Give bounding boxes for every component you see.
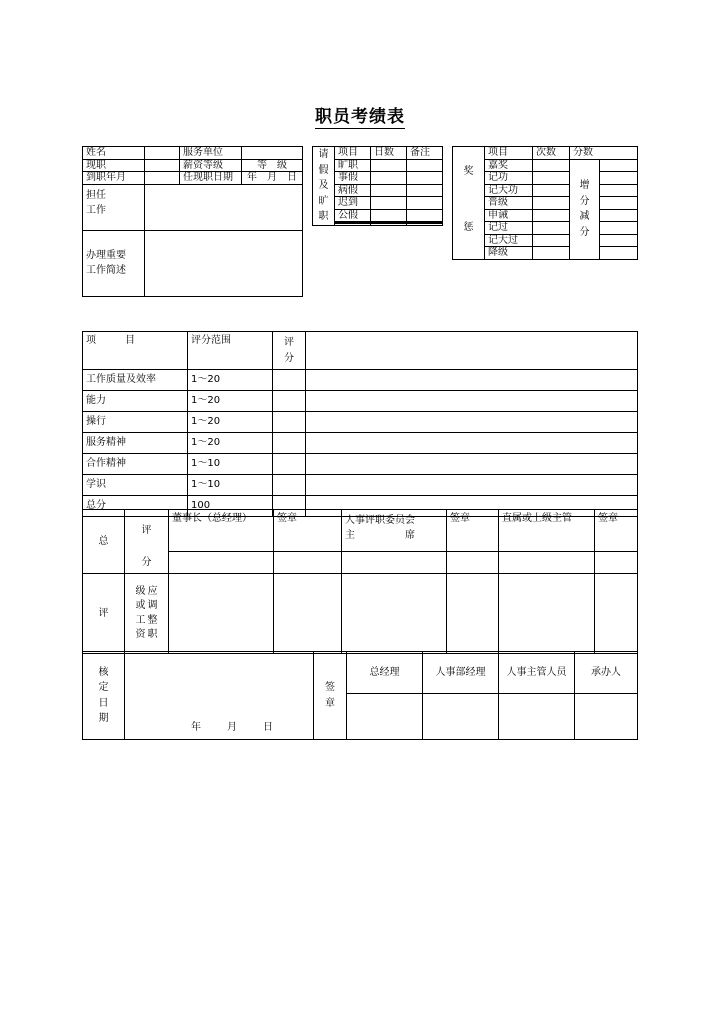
leave-days[interactable]: [371, 159, 407, 172]
reward-item: 记大过: [485, 234, 533, 247]
score-header-item: 项 目: [83, 332, 188, 370]
review-chairman-score[interactable]: [169, 552, 274, 574]
table-row: [83, 412, 638, 433]
score-item: 工作质量及效率: [83, 370, 188, 391]
score-value[interactable]: [273, 412, 306, 433]
points-adjust-label: 增 分 减 分: [570, 159, 600, 259]
review-supervisor-score[interactable]: [499, 552, 595, 574]
score-value[interactable]: [273, 433, 306, 454]
table-row: [83, 475, 638, 496]
approval-date-label: 核 定 日 期: [83, 652, 125, 740]
approval-signer-value[interactable]: [575, 694, 638, 740]
review-signature-table: [82, 509, 638, 654]
cell-value-name[interactable]: [145, 147, 180, 160]
table-row: [83, 510, 638, 552]
score-item: 合作精神: [83, 454, 188, 475]
leave-item: 迟到: [335, 197, 371, 210]
approval-signer-value[interactable]: [347, 694, 423, 740]
table-row: [453, 197, 638, 210]
review-score-label-top: 评: [125, 510, 169, 552]
review-supervisor-adjust[interactable]: [499, 574, 595, 654]
table-row: [83, 184, 303, 230]
cell-value-important-work[interactable]: [145, 230, 303, 296]
leave-remark[interactable]: [407, 224, 443, 225]
approval-signer-title: 总经理: [347, 652, 423, 694]
score-range: 1～20: [188, 391, 273, 412]
table-row: [83, 574, 638, 654]
review-committee-adjust-sign[interactable]: [447, 574, 499, 654]
score-header-note: [306, 332, 638, 370]
score-item: 总分: [83, 496, 188, 517]
table-row: [83, 332, 638, 370]
page-title: [0, 106, 720, 128]
score-item: 能力: [83, 391, 188, 412]
reward-item: 晋级: [485, 197, 533, 210]
table-row: [83, 652, 638, 694]
leave-item: 病假: [335, 184, 371, 197]
leave-item[interactable]: [335, 224, 371, 225]
reward-points[interactable]: [600, 234, 638, 247]
approval-signer-title: 承办人: [575, 652, 638, 694]
reward-item: 降级: [485, 247, 533, 260]
leave-header-remark: 备注: [407, 147, 443, 160]
reward-count[interactable]: [533, 159, 570, 172]
cell-label-duties: [83, 184, 145, 230]
leave-table: [312, 146, 443, 226]
penalty-side-label: [453, 197, 485, 260]
reward-count[interactable]: [533, 197, 570, 210]
leave-days[interactable]: [371, 184, 407, 197]
leave-remark[interactable]: [407, 197, 443, 210]
review-chairman-adjust[interactable]: [169, 574, 274, 654]
penalty-label-text: 惩: [463, 221, 474, 233]
review-score-label-bottom: 分: [125, 552, 169, 574]
review-col-chairman-title: 董事长（总经理）: [169, 510, 274, 552]
cell-label-position: 现职: [83, 159, 145, 172]
review-total-label: [83, 510, 125, 574]
review-chairman-sign-value[interactable]: [274, 552, 342, 574]
reward-item: 记过: [485, 222, 533, 235]
score-value[interactable]: [273, 475, 306, 496]
cell-label-important-work: [83, 230, 145, 296]
duties-label-line2: 工作: [86, 204, 106, 216]
leave-days[interactable]: [371, 197, 407, 210]
review-committee-sign-value[interactable]: [447, 552, 499, 574]
reward-points[interactable]: [600, 209, 638, 222]
cell-value-current-date[interactable]: 年 月 日: [242, 172, 303, 185]
score-item: 操行: [83, 412, 188, 433]
committee-title-line1: 人事评职委员会: [345, 515, 415, 526]
table-row: [83, 147, 303, 160]
reward-count[interactable]: [533, 222, 570, 235]
leave-side-label: 请 假 及 旷 职: [313, 147, 335, 226]
score-range: 1～10: [188, 454, 273, 475]
score-note[interactable]: [306, 475, 638, 496]
score-value[interactable]: [273, 370, 306, 391]
score-note[interactable]: [306, 454, 638, 475]
cell-value-grade[interactable]: 等 级: [242, 159, 303, 172]
reward-points[interactable]: [600, 197, 638, 210]
review-chairman-adjust-sign[interactable]: [274, 574, 342, 654]
score-range: 1～20: [188, 370, 273, 391]
reward-count[interactable]: [533, 209, 570, 222]
adjust-col-1: 应 调 整 职: [147, 585, 158, 640]
table-row: [453, 147, 638, 160]
table-row: [83, 454, 638, 475]
reward-count[interactable]: [533, 234, 570, 247]
date-day-label: 日: [263, 721, 273, 733]
table-row: [83, 230, 303, 296]
leave-remark[interactable]: [407, 172, 443, 185]
score-note[interactable]: [306, 391, 638, 412]
approval-signer-value[interactable]: [423, 694, 499, 740]
cell-label-hire-date: 到职年月: [83, 172, 145, 185]
reward-points[interactable]: [600, 159, 638, 172]
score-range: 1～20: [188, 433, 273, 454]
reward-points[interactable]: [600, 184, 638, 197]
cell-label-current-date: 任现职日期: [180, 172, 242, 185]
cell-label-name: 姓名: [83, 147, 145, 160]
score-range: 100: [188, 496, 273, 517]
reward-side-label: [453, 147, 485, 197]
reward-item: 申诫: [485, 209, 533, 222]
review-committee-score[interactable]: [342, 552, 447, 574]
approval-signer-title: 人事主管人员: [499, 652, 575, 694]
reward-label-text: 奖: [463, 166, 474, 177]
adjust-col-2: 级 或 工 资: [135, 585, 146, 640]
important-label-line2: 工作简述: [86, 265, 126, 276]
cell-label-salary-grade: 薪资等级: [180, 159, 242, 172]
important-label-line1: 办理重要: [86, 250, 126, 261]
cell-value-duties[interactable]: [145, 184, 303, 230]
score-item: 学识: [83, 475, 188, 496]
committee-title-line2: 主 席: [345, 530, 415, 541]
reward-header-item: 项目: [485, 147, 533, 160]
approval-signer-value[interactable]: [499, 694, 575, 740]
reward-header-count: 次数: [533, 147, 570, 160]
review-adjust-label: [125, 574, 169, 654]
review-eval-label: [83, 574, 125, 654]
review-supervisor-adjust-sign[interactable]: [595, 574, 638, 654]
review-committee-adjust[interactable]: [342, 574, 447, 654]
reward-count[interactable]: [533, 172, 570, 185]
review-col-committee-title: [342, 510, 447, 552]
eval-label-text: 评: [98, 607, 109, 619]
approval-date-line: [128, 722, 310, 734]
leave-days[interactable]: [371, 209, 407, 222]
leave-item: 旷职: [335, 159, 371, 172]
leave-remark[interactable]: [407, 209, 443, 222]
review-col-supervisor-sign: 签章: [595, 510, 638, 552]
cell-value-hire-date[interactable]: [145, 172, 180, 185]
review-col-chairman-sign: 签章: [274, 510, 342, 552]
total-label-text: 总: [98, 535, 109, 547]
leave-item: 事假: [335, 172, 371, 185]
leave-days[interactable]: [371, 224, 407, 225]
reward-item: 记功: [485, 172, 533, 185]
score-note[interactable]: [306, 412, 638, 433]
table-row: [83, 370, 638, 391]
duties-label-line1: 担任: [86, 189, 106, 201]
reward-count[interactable]: [533, 247, 570, 260]
adjust-label-columns: [128, 585, 165, 643]
score-value[interactable]: [273, 391, 306, 412]
leave-header-days: 日数: [371, 147, 407, 160]
approval-date-field[interactable]: [125, 652, 314, 740]
score-note[interactable]: [306, 370, 638, 391]
reward-item: 嘉奖: [485, 159, 533, 172]
page-title-text: 职员考绩表: [315, 107, 405, 127]
table-row: [83, 172, 303, 185]
table-row: [83, 433, 638, 454]
score-range: 1～20: [188, 412, 273, 433]
score-value[interactable]: [273, 454, 306, 475]
reward-points[interactable]: [600, 172, 638, 185]
basic-info-table: [82, 146, 303, 297]
review-col-supervisor-title: 直属或上级主管: [499, 510, 595, 552]
score-range: 1～10: [188, 475, 273, 496]
reward-points[interactable]: [600, 247, 638, 260]
reward-count[interactable]: [533, 184, 570, 197]
score-header-range: 评分范围: [188, 332, 273, 370]
leave-remark[interactable]: [407, 184, 443, 197]
cell-value-unit[interactable]: [242, 147, 303, 160]
score-item: 服务精神: [83, 433, 188, 454]
date-year-label: 年: [191, 721, 201, 733]
approval-sign-label: 签 章: [314, 652, 347, 740]
leave-item: 公假: [335, 209, 371, 222]
reward-item: 记大功: [485, 184, 533, 197]
reward-penalty-table: [452, 146, 638, 260]
cell-value-position[interactable]: [145, 159, 180, 172]
review-col-committee-sign: 签章: [447, 510, 499, 552]
table-row: [83, 391, 638, 412]
reward-points[interactable]: [600, 222, 638, 235]
date-month-label: 月: [227, 721, 237, 733]
reward-header-points: 分数: [570, 147, 638, 160]
leave-header-item: 项目: [335, 147, 371, 160]
leave-days[interactable]: [371, 172, 407, 185]
approval-table: [82, 651, 638, 740]
table-row: [83, 552, 638, 574]
table-row: [313, 147, 443, 160]
approval-signer-title: 人事部经理: [423, 652, 499, 694]
table-row: [83, 159, 303, 172]
score-note[interactable]: [306, 433, 638, 454]
leave-remark[interactable]: [407, 159, 443, 172]
score-table: [82, 331, 638, 517]
review-supervisor-sign-value[interactable]: [595, 552, 638, 574]
score-header-score: 评 分: [273, 332, 306, 370]
cell-label-unit: 服务单位: [180, 147, 242, 160]
